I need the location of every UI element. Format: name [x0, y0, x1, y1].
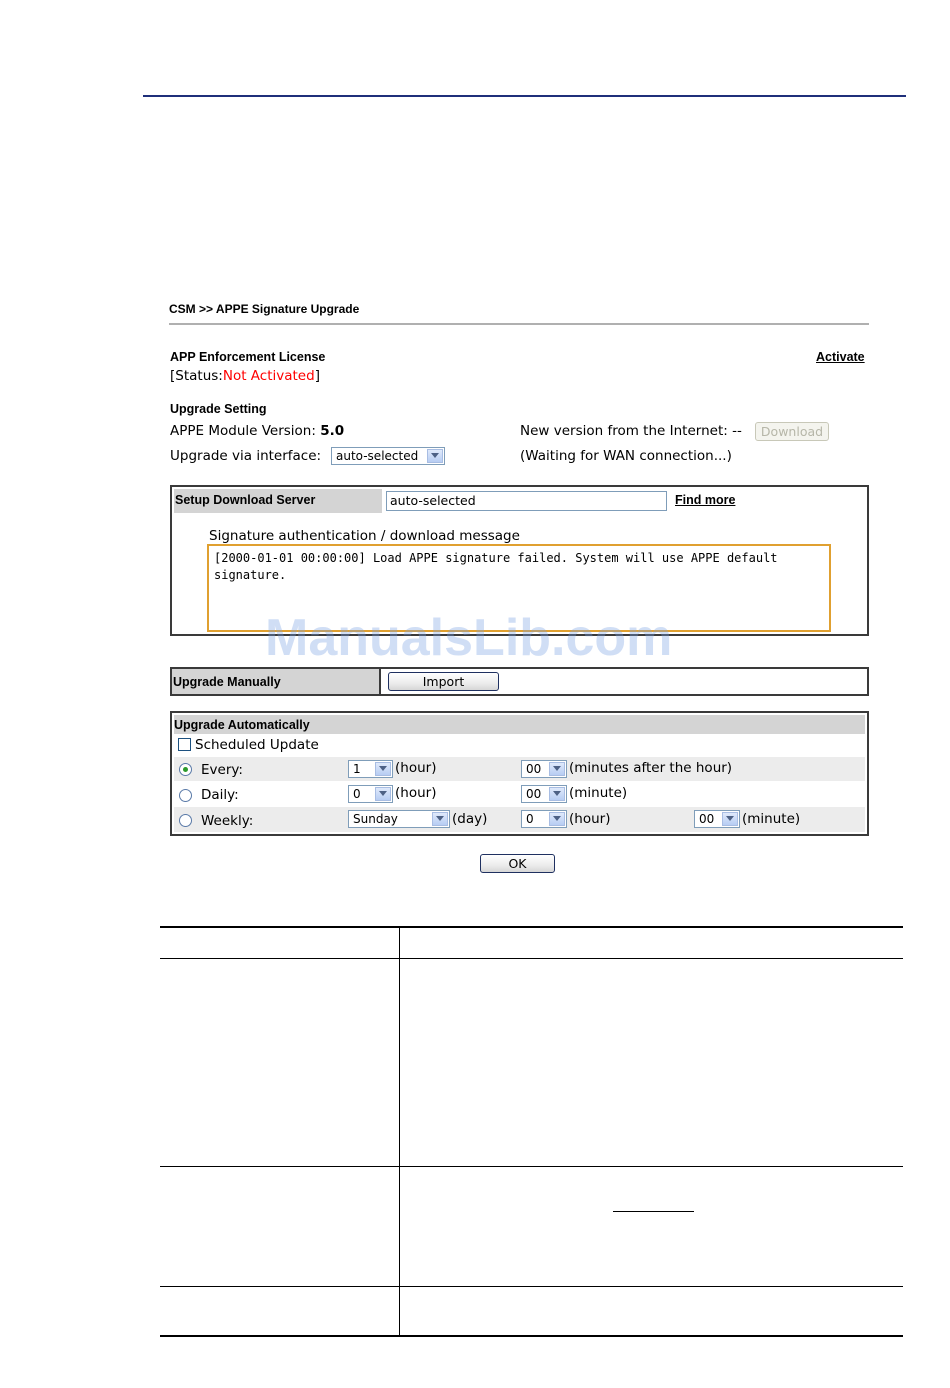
every-hour-unit: (hour) — [395, 760, 437, 776]
import-button[interactable]: Import — [388, 672, 499, 691]
ok-button[interactable]: OK — [480, 854, 555, 873]
new-version-label: New version from the Internet: -- — [520, 423, 742, 439]
chevron-down-icon — [427, 449, 443, 463]
upgrade-manually-label: Upgrade Manually — [173, 675, 281, 689]
row-every-shade — [174, 757, 865, 781]
table-top-rule — [160, 926, 903, 928]
interface-select[interactable] — [331, 447, 445, 465]
download-server-label: Setup Download Server — [175, 493, 316, 507]
status-prefix: [Status: — [170, 368, 223, 384]
weekly-hour-select[interactable] — [521, 810, 567, 828]
message-textarea[interactable]: [2000-01-01 00:00:00] Load APPE signature failed. System will use APPE default signature. — [207, 544, 831, 632]
weekly-day-value: Sunday — [353, 812, 398, 826]
weekly-radio[interactable] — [179, 814, 192, 827]
interface-label: Upgrade via interface: — [170, 448, 322, 464]
weekly-hour-value: 0 — [526, 812, 534, 826]
chevron-down-icon — [432, 812, 448, 826]
module-version — [170, 423, 344, 439]
message-title: Signature authentication / download message — [209, 528, 520, 544]
daily-hour-select[interactable] — [348, 785, 393, 803]
upgrade-manually-divider — [379, 669, 381, 694]
weekly-day-unit: (day) — [452, 811, 488, 827]
module-version-label: APPE Module Version: — [170, 423, 316, 439]
find-more-link[interactable]: Find more — [675, 493, 736, 507]
daily-radio[interactable] — [179, 789, 192, 802]
upgrade-auto-title: Upgrade Automatically — [174, 718, 310, 732]
page-top-rule — [143, 95, 906, 97]
chevron-down-icon — [375, 762, 391, 776]
every-minute-unit: (minutes after the hour) — [569, 760, 733, 776]
wan-status: (Waiting for WAN connection...) — [520, 448, 732, 464]
activate-link[interactable]: Activate — [816, 350, 865, 364]
weekly-minute-value: 00 — [699, 812, 715, 826]
chevron-down-icon — [549, 762, 565, 776]
daily-hour-value: 0 — [353, 787, 361, 801]
breadcrumb-divider — [169, 323, 869, 325]
daily-minute-value: 00 — [526, 787, 542, 801]
weekly-minute-unit: (minute) — [742, 811, 801, 827]
every-hour-select[interactable] — [348, 760, 393, 778]
license-status — [170, 368, 320, 384]
download-server-input[interactable]: auto-selected — [386, 491, 667, 511]
download-button[interactable]: Download — [755, 422, 829, 441]
scheduled-update-checkbox[interactable] — [178, 738, 191, 751]
table-bottom-rule — [160, 1335, 903, 1337]
daily-hour-unit: (hour) — [395, 785, 437, 801]
interface-select-value: auto-selected — [336, 449, 419, 463]
chevron-down-icon — [722, 812, 738, 826]
table-underline-fragment — [613, 1211, 694, 1212]
weekly-hour-unit: (hour) — [569, 811, 611, 827]
chevron-down-icon — [549, 812, 565, 826]
weekly-minute-select[interactable] — [694, 810, 740, 828]
every-minute-select[interactable] — [521, 760, 567, 778]
upgrade-setting-title: Upgrade Setting — [170, 402, 267, 416]
chevron-down-icon — [375, 787, 391, 801]
table-row-rule-1 — [160, 1166, 903, 1167]
every-label: Every: — [201, 762, 243, 778]
daily-label: Daily: — [201, 787, 239, 803]
chevron-down-icon — [549, 787, 565, 801]
upgrade-manually-panel — [170, 667, 869, 696]
daily-minute-unit: (minute) — [569, 785, 628, 801]
weekly-day-select[interactable] — [348, 810, 450, 828]
breadcrumb: CSM >> APPE Signature Upgrade — [169, 302, 360, 316]
license-title: APP Enforcement License — [170, 350, 326, 364]
status-suffix: ] — [314, 368, 320, 384]
daily-minute-select[interactable] — [521, 785, 567, 803]
table-header-rule — [160, 958, 903, 959]
every-radio[interactable] — [179, 763, 192, 776]
every-hour-value: 1 — [353, 762, 361, 776]
table-column-divider — [399, 926, 400, 1337]
scheduled-update-label: Scheduled Update — [195, 737, 319, 753]
status-value: Not Activated — [222, 368, 315, 384]
module-version-value: 5.0 — [320, 423, 345, 439]
every-minute-value: 00 — [526, 762, 542, 776]
weekly-label: Weekly: — [201, 813, 254, 829]
watermark: ManualsLib.com — [265, 609, 673, 667]
table-row-rule-2 — [160, 1286, 903, 1287]
